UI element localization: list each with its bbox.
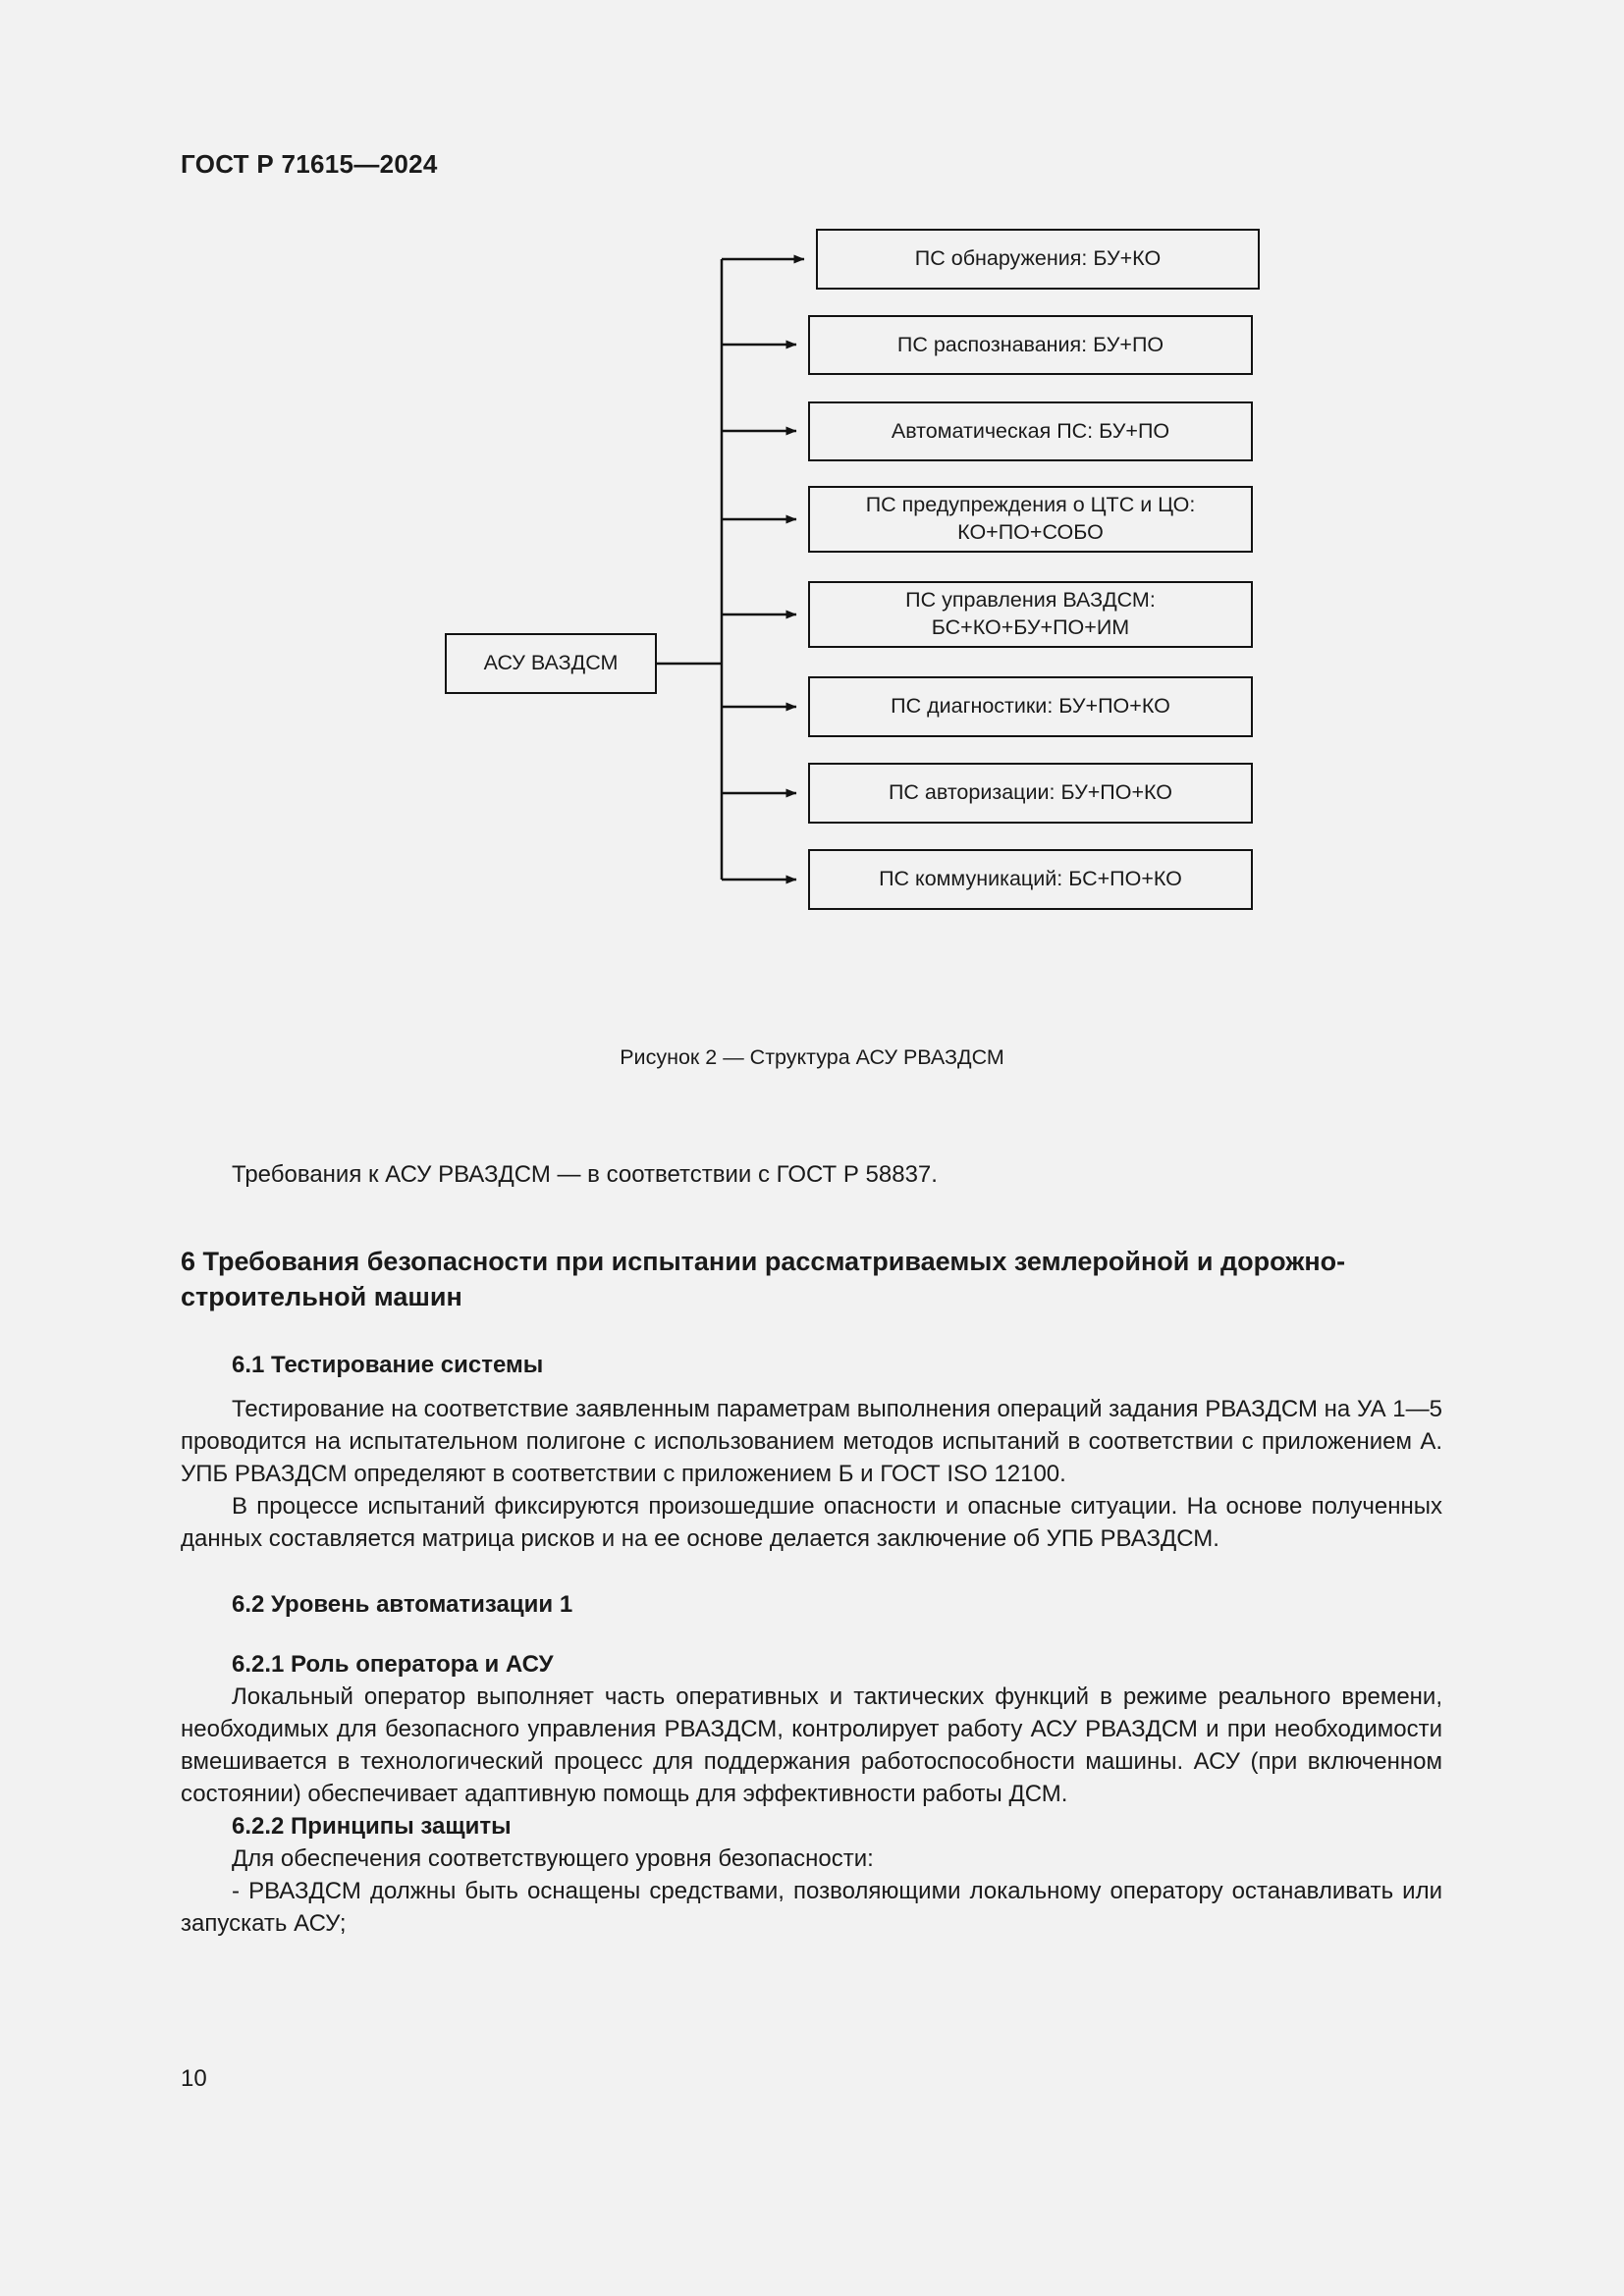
figure-node-automatic [808,401,1253,461]
figure-node-recognition-label: ПС распознавания: БУ+ПО [896,332,1164,356]
figure-node-warning-line1: ПС предупреждения о ЦТС и ЦО: [865,493,1196,517]
list-item-6-2-2-bullet-1: - РВАЗДСМ должны быть оснащены средствами, позволяющими локальному оператору останавливать или запускать АСУ; [181,1878,1442,1937]
figure-node-control-line1: ПС управления ВАЗДСМ: [905,588,1156,613]
heading-section-6: 6 Требования безопасности при испытании рассматриваемых землеройной и дорожно-строительной машин [181,1247,1346,1311]
document-body [181,1158,1442,1940]
figure-node-automatic-label: Автоматическая ПС: БУ+ПО [891,418,1170,443]
paragraph-6-1-risk-matrix: В процессе испытаний фиксируются произошедшие опасности и опасные ситуации. На основе полученных данных составляется матрица рисков и на ее основе делается заключение об УПБ РВАЗДСМ. [181,1493,1442,1552]
paragraph-6-2-2-intro: Для обеспечения соответствующего уровня безопасности: [232,1845,874,1872]
figure-node-diagnostics-label: ПС диагностики: БУ+ПО+КО [891,694,1170,719]
paragraph-6-1-testing: Тестирование на соответствие заявленным параметрам выполнения операций задания РВАЗДСМ на УА 1—5 проводится на испытательном полигоне с использованием методов испытаний в соответствии с приложением А. УПБ РВАЗДСМ определяют в соответствии с приложением Б и ГОСТ ISO 12100. [181,1396,1442,1487]
figure-node-control-line2: БС+КО+БУ+ПО+ИМ [931,615,1130,639]
figure-node-authorization-label: ПС авторизации: БУ+ПО+КО [888,780,1173,805]
figure-node-control [808,581,1253,648]
running-header-standard-id: ГОСТ Р 71615—2024 [181,149,438,179]
figure-node-diagnostics [808,676,1253,737]
heading-section-6-2-2: 6.2.2 Принципы защиты [232,1813,512,1840]
figure-node-control-label [886,587,1175,641]
figure-node-detection-label: ПС обнаружения: БУ+КО [914,246,1162,271]
heading-section-6-2: 6.2 Уровень автоматизации 1 [232,1591,573,1618]
figure-node-warning-line2: КО+ПО+СОБО [957,520,1104,544]
figure-node-recognition [808,315,1253,375]
figure-node-communications [808,849,1253,910]
figure-node-source-label: АСУ ВАЗДСМ [483,651,619,675]
figure-node-warning-label [846,492,1216,546]
paragraph-intro-requirements: Требования к АСУ РВАЗДСМ — в соответствии с ГОСТ Р 58837. [232,1161,938,1188]
paragraph-6-2-1-operator-role: Локальный оператор выполняет часть оперативных и тактических функций в режиме реального времени, необходимых для безопасного управления РВАЗДСМ, контролирует работу АСУ РВАЗДСМ и при необходимости вмешивается в технологический процесс для поддержания работоспособности машины. АСУ (при включенном состоянии) обеспечивает адаптивную помощь для эффективности работы ДСМ. [181,1683,1442,1807]
figure-2-structure-asu [0,216,1624,1139]
figure-node-detection [816,229,1260,290]
figure-node-warning [808,486,1253,553]
figure-caption: Рисунок 2 — Структура АСУ РВАЗДСМ [620,1045,1004,1069]
figure-node-source [445,633,657,694]
heading-section-6-1: 6.1 Тестирование системы [232,1352,544,1378]
heading-section-6-2-1: 6.2.1 Роль оператора и АСУ [232,1651,554,1678]
page-number: 10 [181,2065,207,2092]
figure-node-communications-label: ПС коммуникаций: БС+ПО+КО [879,867,1182,891]
figure-node-authorization [808,763,1253,824]
